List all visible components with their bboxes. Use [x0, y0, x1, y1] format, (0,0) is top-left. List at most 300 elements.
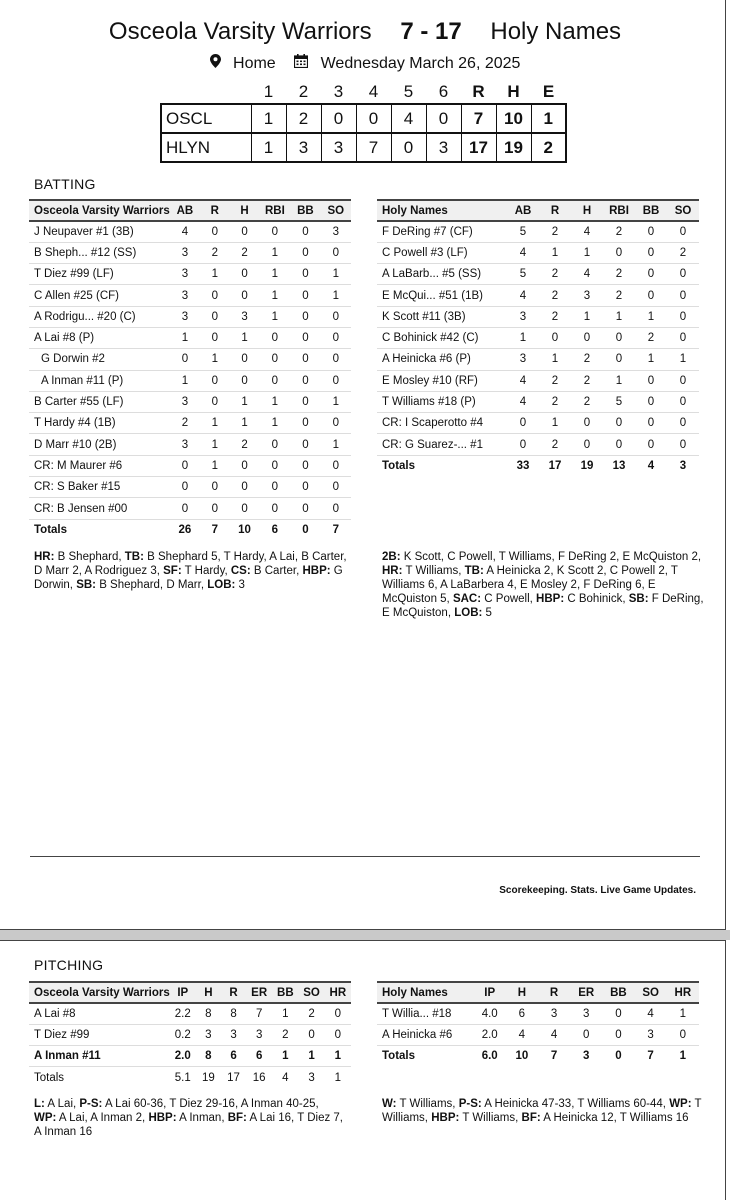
stat-value: 3 [170, 306, 200, 327]
player-col-header: Osceola Varsity Warriors [29, 200, 170, 221]
stat-value: 2.0 [170, 1046, 196, 1067]
hits-header: H [507, 81, 520, 101]
stat-value: 1 [200, 434, 229, 455]
stat-value: 0 [290, 455, 320, 476]
note-value: K Scott, C Powell, T Williams, F DeRing 2, E McQuiston 2, [400, 551, 702, 563]
stat-value: 2 [571, 370, 603, 391]
stat-col-header: BB [635, 200, 667, 221]
stats-header-row [377, 982, 699, 1003]
stat-value: 0 [667, 327, 699, 348]
player-name: CR: G Suarez-... #1 [377, 434, 507, 455]
note-value: B Shephard, [54, 551, 125, 563]
stat-value: 0 [290, 434, 320, 455]
stat-value: 3 [538, 1003, 570, 1024]
total-value: 3 [583, 1050, 590, 1063]
stat-value: 1 [507, 327, 539, 348]
stat-value: 0 [290, 413, 320, 434]
player-row [377, 370, 699, 391]
calendar-icon [294, 55, 312, 72]
totals-label: Totals [34, 1071, 65, 1084]
stat-value: 0 [321, 370, 351, 391]
home-pitching-table [377, 981, 699, 1067]
stat-value: 0 [260, 349, 291, 370]
stat-col-header: AB [170, 200, 200, 221]
player-row [29, 413, 351, 434]
stat-value: 0 [230, 370, 260, 391]
note-value: A Lai 60-36, T Diez 29-16, A Inman 40-25, [102, 1098, 319, 1110]
note-key: SB: [628, 593, 649, 605]
line-score-row [161, 133, 566, 162]
stat-value: 2 [571, 391, 603, 412]
player-row [29, 477, 351, 498]
inning-runs: 3 [426, 133, 461, 162]
stat-value: 3 [170, 434, 200, 455]
tagline: Scorekeeping. Stats. Live Game Updates. [499, 885, 696, 896]
stat-col-header: H [506, 982, 538, 1003]
line-score-header [161, 80, 566, 104]
stat-value: 0 [603, 434, 635, 455]
stat-value: 1 [321, 434, 351, 455]
note-key: SB: [76, 579, 96, 591]
stat-value: 2 [667, 242, 699, 263]
total-value: 0 [302, 524, 309, 537]
stat-value: 0 [230, 455, 260, 476]
stat-value: 1 [200, 264, 229, 285]
stat-value: 0 [290, 285, 320, 306]
player-row [29, 349, 351, 370]
total-value: 6.0 [481, 1050, 498, 1063]
note-value: C Bohinick, [564, 593, 629, 605]
total-errors: 1 [531, 104, 566, 133]
inning-runs: 0 [391, 133, 426, 162]
stat-value: 0 [667, 264, 699, 285]
home-batting-table [377, 199, 699, 477]
note-value: G Dorwin, [34, 565, 343, 591]
stat-value: 1 [230, 391, 260, 412]
player-name: B Carter #55 (LF) [29, 391, 170, 412]
note-value: A Inman, [176, 1112, 228, 1124]
player-name: T Hardy #4 (1B) [29, 413, 170, 434]
home-batting-notes [382, 550, 704, 620]
player-name: G Dorwin #2 [29, 349, 170, 370]
total-runs: 17 [461, 133, 496, 162]
note-key: WP: [34, 1112, 57, 1124]
player-row [29, 370, 351, 391]
stat-value: 1 [272, 1003, 298, 1024]
total-value: 6 [271, 524, 279, 537]
inning-header: 3 [333, 81, 344, 101]
stat-value: 4 [538, 1024, 570, 1045]
stat-col-header: ER [570, 982, 602, 1003]
stat-col-header: SO [321, 200, 351, 221]
runs-header: R [472, 81, 485, 101]
stat-value: 0 [230, 264, 260, 285]
stat-col-header: RBI [260, 200, 291, 221]
stat-value: 0 [321, 455, 351, 476]
stat-value: 6 [246, 1046, 272, 1067]
note-value: A Heinicka 2, K Scott 2, C Powell 2, T Williams 6, A LaBarbera 4, E Mosley 2, F DeRing 6, E McQuiston 5, [382, 565, 678, 605]
stat-col-header: ER [246, 982, 272, 1003]
player-name: E McQui... #51 (1B) [377, 285, 507, 306]
inning-header: 4 [368, 81, 379, 101]
stat-value: 0 [260, 434, 291, 455]
stat-value: 3 [570, 1003, 602, 1024]
inning-header: 5 [403, 81, 414, 101]
stat-value: 0 [321, 306, 351, 327]
stat-value: 1 [635, 349, 667, 370]
stat-value: 0 [200, 498, 229, 519]
stat-value: 0 [290, 370, 320, 391]
stat-value: 0 [321, 498, 351, 519]
stat-value: 1 [539, 413, 571, 434]
stat-value: 1 [230, 413, 260, 434]
stat-value: 0 [230, 349, 260, 370]
player-row [29, 1024, 351, 1045]
stat-value: 2 [200, 242, 229, 263]
stat-value: 0 [290, 242, 320, 263]
stat-value: 0 [290, 498, 320, 519]
note-key: LOB: [207, 579, 236, 591]
player-row [29, 391, 351, 412]
player-name: K Scott #11 (3B) [377, 306, 507, 327]
note-key: BF: [521, 1112, 541, 1124]
stat-value: 1 [260, 242, 291, 263]
note-key: WP: [669, 1098, 692, 1110]
stat-value: 1 [321, 285, 351, 306]
stat-col-header: AB [507, 200, 539, 221]
player-name: A Lai #8 (P) [29, 327, 170, 348]
player-name: J Neupaver #1 (3B) [29, 221, 170, 242]
stat-value: 0 [200, 477, 229, 498]
stat-value: 0 [290, 349, 320, 370]
player-name: A LaBarb... #5 (SS) [377, 264, 507, 285]
stat-value: 4 [507, 391, 539, 412]
stat-value: 5 [507, 221, 539, 242]
stats-header-row [29, 982, 351, 1003]
note-key: HBP: [536, 593, 565, 605]
note-key: L: [34, 1098, 45, 1110]
player-row [29, 306, 351, 327]
stat-value: 6 [506, 1003, 538, 1024]
note-value: B Shephard, D Marr, [96, 579, 208, 591]
line-score-table [160, 80, 567, 163]
note-key: P-S: [79, 1098, 103, 1110]
note-key: HBP: [431, 1112, 460, 1124]
stat-col-header: IP [170, 982, 196, 1003]
total-value: 19 [580, 460, 594, 473]
stat-value: 0 [170, 498, 200, 519]
stat-value: 0 [635, 434, 667, 455]
stat-value: 0 [290, 327, 320, 348]
note-key: BF: [227, 1112, 247, 1124]
stat-value: 4.0 [474, 1003, 506, 1024]
stats-header-row [29, 200, 351, 221]
stat-value: 5 [507, 264, 539, 285]
player-name: C Powell #3 (LF) [377, 242, 507, 263]
totals-row [29, 1067, 351, 1088]
stat-value: 1 [321, 391, 351, 412]
pitching-section-title: PITCHING [34, 957, 104, 973]
note-value: A Lai 16, T Diez 7, A Inman 16 [34, 1112, 344, 1138]
player-row [377, 327, 699, 348]
note-value: 5 [482, 607, 492, 619]
note-key: HBP: [148, 1112, 177, 1124]
stat-value: 4 [507, 285, 539, 306]
stat-value: 2 [272, 1024, 298, 1045]
stat-value: 0 [260, 327, 291, 348]
errors-header: E [542, 81, 555, 101]
stat-value: 0 [603, 349, 635, 370]
player-name: A Lai #8 [29, 1003, 170, 1024]
stat-value: 0 [667, 413, 699, 434]
stat-value: 1 [571, 306, 603, 327]
stats-header-row [377, 200, 699, 221]
stat-value: 1 [539, 349, 571, 370]
totals-row [377, 455, 699, 476]
stat-value: 2 [539, 306, 571, 327]
stat-value: 8 [196, 1003, 221, 1024]
stat-value: 1 [272, 1046, 298, 1067]
totals-row [377, 1046, 699, 1067]
stat-value: 0 [635, 264, 667, 285]
stat-value: 1 [539, 242, 571, 263]
player-name: T Diez #99 [29, 1024, 170, 1045]
total-value: 1 [679, 1050, 687, 1063]
total-runs: 7 [461, 104, 496, 133]
stat-value: 2 [539, 264, 571, 285]
note-key: HR: [34, 551, 55, 563]
player-row [29, 498, 351, 519]
final-score: 7 - 17 [400, 18, 462, 45]
stat-value: 3 [170, 391, 200, 412]
stat-value: 0 [321, 349, 351, 370]
inning-runs: 7 [356, 133, 391, 162]
stat-value: 0 [260, 477, 291, 498]
stat-col-header: H [230, 200, 260, 221]
player-row [377, 413, 699, 434]
stat-value: 0 [635, 370, 667, 391]
stat-value: 0 [170, 455, 200, 476]
stat-value: 0 [200, 391, 229, 412]
stat-value: 0 [507, 434, 539, 455]
stat-value: 3 [221, 1024, 246, 1045]
location-icon [210, 55, 225, 72]
page-gap [0, 930, 730, 940]
stat-value: 2 [603, 285, 635, 306]
total-value: 17 [548, 460, 562, 473]
stat-value: 0 [635, 391, 667, 412]
stat-value: 0 [230, 221, 260, 242]
stat-value: 0 [539, 327, 571, 348]
total-value: 7 [550, 1050, 558, 1063]
player-row [377, 1003, 699, 1024]
stat-value: 1 [667, 1003, 699, 1024]
stat-value: 0 [602, 1024, 634, 1045]
note-key: TB: [464, 565, 484, 577]
stat-col-header: IP [474, 982, 506, 1003]
stat-value: 3 [196, 1024, 221, 1045]
stat-col-header: R [539, 200, 571, 221]
stat-value: 0 [667, 370, 699, 391]
note-key: HBP: [302, 565, 331, 577]
totals-label: Totals [382, 460, 416, 473]
stat-value: 2.0 [474, 1024, 506, 1045]
player-row [377, 306, 699, 327]
stat-value: 3 [170, 242, 200, 263]
stat-value: 2 [603, 221, 635, 242]
stat-value: 0 [200, 221, 229, 242]
page-divider [30, 856, 700, 857]
stat-value: 0 [260, 498, 291, 519]
inning-runs: 0 [321, 104, 356, 133]
stat-col-header: BB [290, 200, 320, 221]
game-title [0, 18, 730, 46]
stat-value: 2 [571, 349, 603, 370]
total-errors: 2 [531, 133, 566, 162]
player-row [29, 327, 351, 348]
note-key: CS: [230, 565, 251, 577]
stat-value: 1 [200, 455, 229, 476]
total-value: 16 [252, 1071, 266, 1084]
stat-value: 0 [200, 285, 229, 306]
stat-value: 1 [260, 285, 291, 306]
stat-value: 0 [170, 349, 200, 370]
stat-value: 0 [290, 477, 320, 498]
stat-value: 1 [260, 264, 291, 285]
stat-value: 2 [603, 264, 635, 285]
stat-value: 0 [321, 477, 351, 498]
stat-value: 4 [571, 221, 603, 242]
player-row [377, 264, 699, 285]
stat-value: 0 [260, 455, 291, 476]
stat-value: 1 [260, 306, 291, 327]
stat-value: 6 [221, 1046, 246, 1067]
note-key: SF: [163, 565, 182, 577]
stat-value: 0 [571, 413, 603, 434]
stat-value: 3 [571, 285, 603, 306]
inning-runs: 2 [286, 104, 321, 133]
player-row [377, 1024, 699, 1045]
stat-value: 3 [170, 285, 200, 306]
player-name: C Allen #25 (CF) [29, 285, 170, 306]
stat-col-header: H [196, 982, 221, 1003]
stat-col-header: HR [667, 982, 699, 1003]
total-value: 3 [308, 1071, 315, 1084]
note-value: A Heinicka 12, T Williams 16 [540, 1112, 689, 1124]
stat-col-header: R [221, 982, 246, 1003]
stat-value: 0 [321, 327, 351, 348]
stat-col-header: H [571, 200, 603, 221]
total-value: 7 [211, 524, 219, 537]
team-abbr: OSCL [161, 104, 251, 133]
stat-value: 0 [325, 1003, 351, 1024]
stat-value: 0 [635, 413, 667, 434]
note-value: T Williams, [459, 1112, 522, 1124]
player-name: CR: S Baker #15 [29, 477, 170, 498]
total-value: 7 [332, 524, 339, 537]
stat-value: 0 [571, 327, 603, 348]
away-pitching-table [29, 981, 351, 1088]
stat-col-header: RBI [603, 200, 635, 221]
note-key: HR: [382, 565, 403, 577]
game-date: Wednesday March 26, 2025 [320, 55, 521, 72]
stat-value: 2 [539, 434, 571, 455]
stat-value: 2 [539, 221, 571, 242]
stat-value: 2 [298, 1003, 324, 1024]
player-row [29, 1003, 351, 1024]
note-value: T Williams, [396, 1098, 459, 1110]
stat-value: 0 [635, 285, 667, 306]
stat-value: 8 [221, 1003, 246, 1024]
stat-value: 2 [230, 434, 260, 455]
stat-value: 0 [571, 434, 603, 455]
boxscore-page-2 [0, 940, 726, 1200]
player-name: T Williams #18 (P) [377, 391, 507, 412]
inning-header: 1 [263, 81, 274, 101]
stat-value: 0 [290, 306, 320, 327]
stat-value: 1 [200, 413, 229, 434]
stat-value: 0 [570, 1024, 602, 1045]
stat-value: 4 [506, 1024, 538, 1045]
stat-value: 0 [635, 221, 667, 242]
stat-value: 0 [230, 285, 260, 306]
note-key: W: [382, 1098, 397, 1110]
note-value: F DeRing, E McQuiston, [382, 593, 704, 619]
stat-value: 0 [200, 306, 229, 327]
stat-value: 4 [571, 264, 603, 285]
stat-value: 2 [539, 370, 571, 391]
total-value: 10 [238, 524, 251, 537]
note-value: T Williams, [402, 565, 465, 577]
total-value: 17 [227, 1071, 240, 1084]
inning-runs: 3 [321, 133, 356, 162]
stat-value: 0 [170, 477, 200, 498]
stat-value: 5 [603, 391, 635, 412]
stat-col-header: HR [325, 982, 351, 1003]
batting-section-title: BATTING [34, 176, 96, 192]
total-value: 7 [647, 1050, 654, 1063]
stat-value: 3 [246, 1024, 272, 1045]
total-value: 3 [679, 460, 687, 473]
inning-runs: 1 [251, 133, 286, 162]
stat-value: 0 [290, 391, 320, 412]
player-name: D Marr #10 (2B) [29, 434, 170, 455]
stat-value: 1 [571, 242, 603, 263]
stat-value: 0 [667, 285, 699, 306]
player-name: B Sheph... #12 (SS) [29, 242, 170, 263]
stat-value: 0 [602, 1003, 634, 1024]
player-name: F DeRing #7 (CF) [377, 221, 507, 242]
total-value: 5.1 [174, 1071, 191, 1084]
note-key: TB: [124, 551, 144, 563]
player-name: CR: B Jensen #00 [29, 498, 170, 519]
note-value: 3 [235, 579, 245, 591]
stat-value: 1 [230, 327, 260, 348]
stat-col-header: R [200, 200, 229, 221]
player-name: A Heinicka #6 [377, 1024, 474, 1045]
stat-col-header: SO [635, 982, 667, 1003]
player-row [29, 455, 351, 476]
stat-value: 1 [260, 413, 291, 434]
stat-value: 1 [635, 306, 667, 327]
stat-value: 3 [635, 1024, 667, 1045]
player-col-header: Holy Names [377, 982, 474, 1003]
stat-value: 3 [170, 264, 200, 285]
player-name: T Willia... #18 [377, 1003, 474, 1024]
player-row [29, 221, 351, 242]
stat-value: 0 [230, 498, 260, 519]
player-name: T Diez #99 (LF) [29, 264, 170, 285]
